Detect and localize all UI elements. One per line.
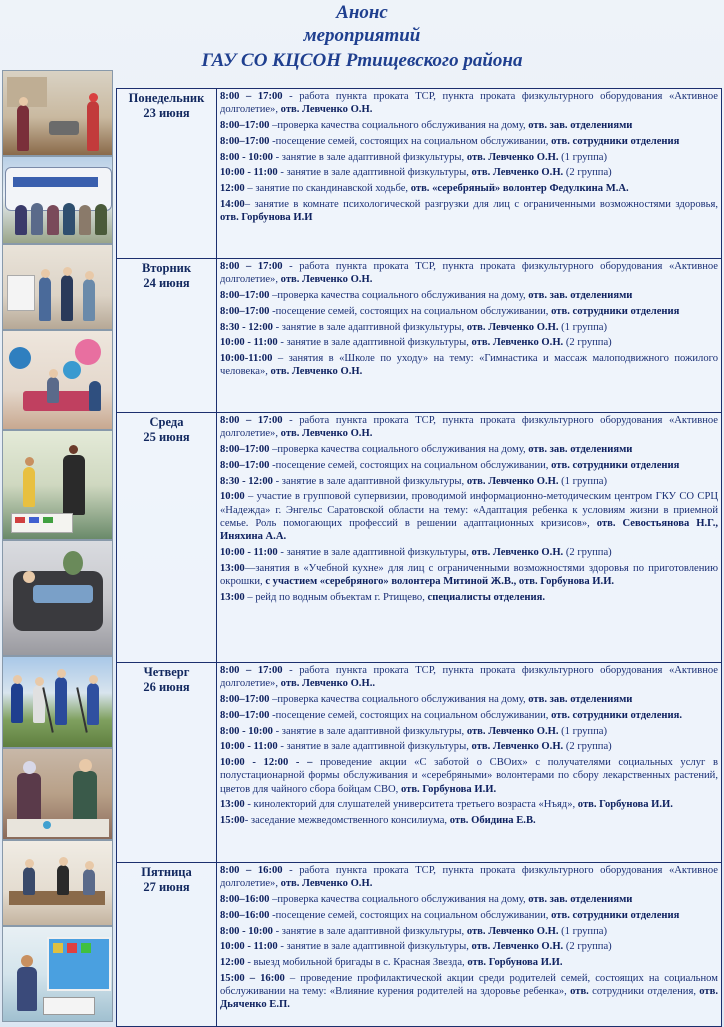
event-text-bold: 10:00 - 11:00: [220, 741, 278, 753]
event-text: - занятие в зале адаптивной физкультуры,: [277, 337, 472, 349]
photo-column: [0, 70, 116, 1024]
event-text-bold: отв. Горбунова И.И.: [577, 799, 673, 811]
day-cell-thursday: [117, 663, 217, 863]
photo-massage-chair: [2, 540, 113, 656]
event-text-bold: 8:00–16:00: [220, 894, 270, 905]
events-cell-thursday: [217, 663, 722, 863]
event-item: [220, 562, 718, 588]
event-text-bold: 13:00: [220, 799, 245, 811]
event-item: [220, 798, 718, 811]
event-item: [220, 90, 718, 116]
events-cell-monday: [217, 89, 722, 259]
event-text: (2 группа): [563, 337, 612, 349]
row-thursday: [117, 663, 722, 863]
event-text-bold: отв. Левченко О.Н.: [280, 878, 373, 890]
photo-meeting: [2, 840, 113, 926]
event-item: [220, 182, 718, 195]
event-text-bold: отв. Левченко О.Н.: [471, 741, 564, 753]
day-name: Среда: [149, 415, 184, 429]
event-text: - занятие в зале адаптивной физкультуры,: [272, 321, 467, 333]
event-item: [220, 490, 718, 543]
event-item: [220, 709, 718, 722]
event-text: -посещение семей, состоящих на социальном обслуживании,: [269, 135, 552, 147]
event-item: [220, 166, 718, 179]
day-date: 27 июня: [143, 880, 190, 894]
event-text: - занятие в зале адаптивной физкультуры,: [272, 475, 467, 487]
event-text: -посещение семей, состоящих на социальном обслуживании,: [269, 305, 552, 317]
events-cell-tuesday: [217, 259, 722, 413]
event-text-bold: 8:00–17:00: [220, 694, 270, 705]
event-text-bold: 10:00-11:00: [220, 353, 273, 365]
event-text: -посещение семей, состоящих на социальном обслуживании,: [269, 709, 552, 721]
event-text-bold: отв.: [570, 986, 589, 998]
event-text-bold: 15:00 – 16:00: [220, 972, 285, 984]
event-text: (1 группа): [558, 151, 607, 163]
events-cell-wednesday: [217, 413, 722, 663]
event-text-bold: отв. зав. отделениями: [528, 120, 633, 131]
event-text: сотрудники отделения,: [588, 986, 700, 998]
event-text-bold: отв. зав. отделениями: [528, 290, 633, 301]
event-text-bold: отв. Левченко О.Н.: [471, 941, 564, 953]
event-text-bold: отв. Левченко О.Н.: [466, 321, 559, 333]
event-text-bold: отв. Левченко О.Н.: [466, 725, 559, 737]
event-item: [220, 135, 718, 148]
event-item: [220, 972, 718, 1012]
event-text-bold: отв. Левченко О.Н.: [270, 366, 363, 378]
day-name: Вторник: [141, 261, 192, 275]
event-text-bold: 8:00 - 10:00: [220, 725, 273, 737]
event-text: - работа пункта проката ТСР, пункта проката физкультурного оборудования «Активное долголетие»,: [220, 865, 718, 890]
day-name: Четверг: [143, 665, 190, 679]
event-text: - заседание межведомственного консилиума,: [244, 815, 450, 827]
event-item: [220, 119, 718, 132]
event-text-bold: 8:00–17:00: [220, 444, 270, 455]
event-text: – проведение профилактической акции среди родителей семей, состоящих на социальном обслуживании на тему: «Влияние курения родителей на здоровье ребенка»,: [220, 972, 718, 998]
event-text-bold: отв. Левченко О.Н.: [466, 475, 559, 487]
event-text: - работа пункта проката ТСР, пункта проката физкультурного оборудования «Активное долголетие»,: [220, 91, 718, 116]
event-text-bold: отв. сотрудники отделения: [551, 135, 680, 147]
event-text: (2 группа): [563, 546, 612, 558]
header-line-3: ГАУ СО КЦСОН Ртищевского района: [201, 50, 523, 71]
event-item: [220, 925, 718, 938]
event-item: [220, 151, 718, 164]
event-text-bold: 8:30 - 12:00: [220, 475, 273, 487]
event-item: [220, 591, 718, 604]
event-text-bold: 8:00–17:00: [220, 120, 270, 131]
event-item: [220, 321, 718, 334]
event-text: проведение акции «С заботой о СВОих» с получателями социальных услуг в полустационарной формы обслуживания и «серебряными» волонтерами по сбору лекарственных растений, цветов для чайного сбора бойцам СВО,: [220, 757, 718, 795]
event-text: - кинолекторий для слушателей университета третьего возраста «Нъяд»,: [244, 799, 578, 811]
event-text: (2 группа): [563, 741, 612, 753]
event-item: [220, 336, 718, 349]
day-date: 26 июня: [143, 680, 190, 694]
event-item: [220, 814, 718, 827]
event-item: [220, 546, 718, 559]
event-text-bold: 10:00 - 11:00: [220, 546, 278, 558]
events-cell-friday: [217, 863, 722, 1027]
event-text: - занятие в зале адаптивной физкультуры,: [277, 167, 472, 179]
event-item: [220, 443, 718, 456]
event-text-bold: отв. Левченко О.Н.: [471, 167, 564, 179]
event-item: [220, 940, 718, 953]
event-text-bold: отв. Дьяченко Е.П.: [220, 986, 718, 1011]
event-text-bold: 8:00 – 16:00: [220, 865, 283, 876]
event-text-bold: отв. Левченко О.Н.: [280, 274, 373, 286]
event-text-bold: 8:00–17:00: [220, 290, 270, 301]
photo-elderly-women: [2, 748, 113, 840]
event-text-bold: отв. зав. отделениями: [528, 694, 633, 705]
photo-bus-group: [2, 156, 113, 244]
event-item: [220, 740, 718, 753]
event-text-bold: отв. сотрудники отделения: [551, 459, 680, 471]
event-text-bold: 13:00: [220, 562, 245, 574]
event-text-bold: отв. Горбунова И.И: [220, 212, 313, 224]
event-text-bold: 8:00 – 17:00: [220, 665, 283, 676]
event-text: – занятия в «Школе по уходу» на тему: «Гимнастика и массаж малоподвижного пожилого человека»,: [220, 353, 718, 378]
event-text-bold: 8:00 – 17:00: [220, 261, 283, 272]
day-cell-friday: [117, 863, 217, 1027]
event-text-bold: отв. Левченко О.Н.: [466, 151, 559, 163]
row-monday: [117, 89, 722, 259]
schedule-table: [116, 88, 722, 1027]
event-text-bold: отв. сотрудники отделения: [551, 909, 680, 921]
event-item: [220, 414, 718, 440]
event-text: (2 группа): [563, 167, 612, 179]
event-text: (1 группа): [558, 321, 607, 333]
event-text: - занятие в зале адаптивной физкультуры,: [272, 925, 467, 937]
event-text-bold: отв. Левченко О.Н..: [280, 678, 375, 690]
event-text: - занятие в зале адаптивной физкультуры,: [272, 151, 467, 163]
event-text: —занятия в «Учебной кухне» для лиц с ограниченными возможностями здоровья по приготовлению окрошки,: [220, 562, 718, 587]
day-date: 23 июня: [143, 106, 190, 120]
event-text: –проверка качества социального обслуживания на дому,: [269, 694, 529, 705]
day-date: 24 июня: [143, 276, 190, 290]
photo-child-activity: [2, 430, 113, 540]
event-text: -посещение семей, состоящих на социальном обслуживании,: [269, 459, 552, 471]
photo-kitchen: [2, 70, 113, 156]
event-text: –проверка качества социального обслуживания на дому,: [269, 894, 529, 905]
photo-therapy-room: [2, 244, 113, 330]
event-item: [220, 260, 718, 286]
event-text-bold: 8:00–17:00: [220, 709, 270, 721]
event-text: – занятие по скандинавской ходьбе,: [244, 183, 411, 195]
event-text: - занятие в зале адаптивной физкультуры,: [277, 741, 472, 753]
event-text-bold: 8:00 - 10:00: [220, 151, 273, 163]
event-text: (1 группа): [558, 725, 607, 737]
event-text: - работа пункта проката ТСР, пункта проката физкультурного оборудования «Активное долголетие»,: [220, 261, 718, 286]
event-text-bold: отв. Левченко О.Н.: [471, 337, 564, 349]
photo-child-toys: [2, 926, 113, 1022]
event-text: - занятие в зале адаптивной физкультуры,: [277, 546, 472, 558]
event-text: –проверка качества социального обслуживания на дому,: [269, 120, 529, 131]
event-text: (1 группа): [558, 925, 607, 937]
day-cell-wednesday: [117, 413, 217, 663]
event-text-bold: отв. сотрудники отделения: [551, 305, 680, 317]
event-item: [220, 198, 718, 224]
event-text-bold: 8:00 - 10:00: [220, 925, 273, 937]
event-text-bold: отв. Обидина Е.В.: [449, 815, 536, 827]
event-text-bold: отв. Левченко О.Н.: [466, 925, 559, 937]
event-text-bold: отв. Горбунова И.И.: [400, 783, 497, 795]
event-item: [220, 475, 718, 488]
event-text-bold: 8:00–17:00: [220, 459, 270, 471]
event-text: –проверка качества социального обслуживания на дому,: [269, 290, 529, 301]
event-item: [220, 725, 718, 738]
event-text-bold: отв. зав. отделениями: [528, 444, 633, 455]
photo-nordic-walking: [2, 656, 113, 748]
event-text-bold: 8:00–17:00: [220, 135, 270, 147]
event-text-bold: 14:00: [220, 198, 245, 210]
event-text: - выезд мобильной бригады в с. Красная Звезда,: [244, 957, 468, 969]
event-item: [220, 756, 718, 796]
row-friday: [117, 863, 722, 1027]
day-name: Понедельник: [128, 91, 205, 105]
event-text: - занятие в зале адаптивной физкультуры,: [272, 725, 467, 737]
event-text-bold: отв. Левченко О.Н.: [471, 546, 564, 558]
event-text-bold: 10:00 - 11:00: [220, 337, 278, 349]
event-text: –проверка качества социального обслуживания на дому,: [269, 444, 529, 455]
event-text-bold: 10:00: [220, 491, 245, 503]
event-text-bold: 12:00: [220, 957, 245, 969]
event-text: -посещение семей, состоящих на социальном обслуживании,: [269, 909, 552, 921]
event-text: - занятие в зале адаптивной физкультуры,: [277, 941, 472, 953]
event-text: – участие в групповой супервизии, проводимой информационно-методическим центром ГКУ СО СРЦ «Надежда» г. Энгельс Саратовской области на тему: «Адаптация ребенка к условиям жизни в приемной семье. Роль помогающих профессий в решении адаптационных кризисов»,: [220, 491, 718, 529]
event-item: [220, 459, 718, 472]
day-date: 25 июня: [143, 430, 190, 444]
event-item: [220, 956, 718, 969]
header-line-2: мероприятий: [303, 25, 421, 46]
event-item: [220, 352, 718, 378]
event-text-bold: 10:00 - 11:00: [220, 941, 278, 953]
event-text: (2 группа): [563, 941, 612, 953]
event-item: [220, 909, 718, 922]
row-tuesday: [117, 259, 722, 413]
event-text-bold: отв. сотрудники отделения.: [551, 709, 682, 721]
event-text-bold: с участием «серебряного» волонтера Митиной Ж.В., отв. Горбунова И.И.: [265, 575, 615, 587]
event-text-bold: 8:00–17:00: [220, 305, 270, 317]
event-item: [220, 289, 718, 302]
photo-gym-balls: [2, 330, 113, 430]
event-text-bold: 8:00–16:00: [220, 909, 270, 921]
day-cell-tuesday: [117, 259, 217, 413]
event-text: (1 группа): [558, 475, 607, 487]
day-cell-monday: [117, 89, 217, 259]
event-item: [220, 693, 718, 706]
event-text-bold: отв. Севостьянова Н.Г., Иняхина А.А.: [220, 517, 718, 542]
event-text-bold: отв. «серебряный» волонтер Федулкина М.А.: [410, 183, 629, 195]
row-wednesday: [117, 413, 722, 663]
event-text: - работа пункта проката ТСР, пункта проката физкультурного оборудования «Активное долголетие»,: [220, 665, 718, 690]
event-item: [220, 664, 718, 690]
event-text-bold: отв. зав. отделениями: [528, 894, 633, 905]
header-line-1: Анонс: [336, 2, 388, 23]
event-text-bold: отв. Горбунова И.И.: [467, 957, 563, 969]
day-name: Пятница: [141, 865, 192, 879]
event-text-bold: 13:00: [220, 591, 245, 603]
event-text-bold: 15:00: [220, 815, 245, 827]
event-text-bold: 8:30 - 12:00: [220, 321, 273, 333]
event-text-bold: 10:00 - 12:00 - –: [220, 757, 313, 769]
event-text: - работа пункта проката ТСР, пункта проката физкультурного оборудования «Активное долголетие»,: [220, 415, 718, 440]
event-text: – занятие в комнате психологической разгрузки для лиц с ограниченными возможностями здоровья,: [244, 198, 718, 210]
event-text: – рейд по водным объектам г. Ртищево,: [244, 591, 428, 603]
event-text-bold: отв. Левченко О.Н.: [280, 104, 373, 116]
event-text-bold: 12:00: [220, 183, 245, 195]
event-text-bold: специалисты отделения.: [427, 591, 546, 603]
page-header: [0, 0, 724, 74]
event-item: [220, 305, 718, 318]
event-text-bold: 10:00 - 11:00: [220, 167, 278, 179]
event-text-bold: 8:00 – 17:00: [220, 91, 283, 102]
event-text-bold: 8:00 – 17:00: [220, 415, 283, 426]
event-item: [220, 864, 718, 890]
event-text-bold: отв. Левченко О.Н.: [280, 428, 373, 440]
event-item: [220, 893, 718, 906]
